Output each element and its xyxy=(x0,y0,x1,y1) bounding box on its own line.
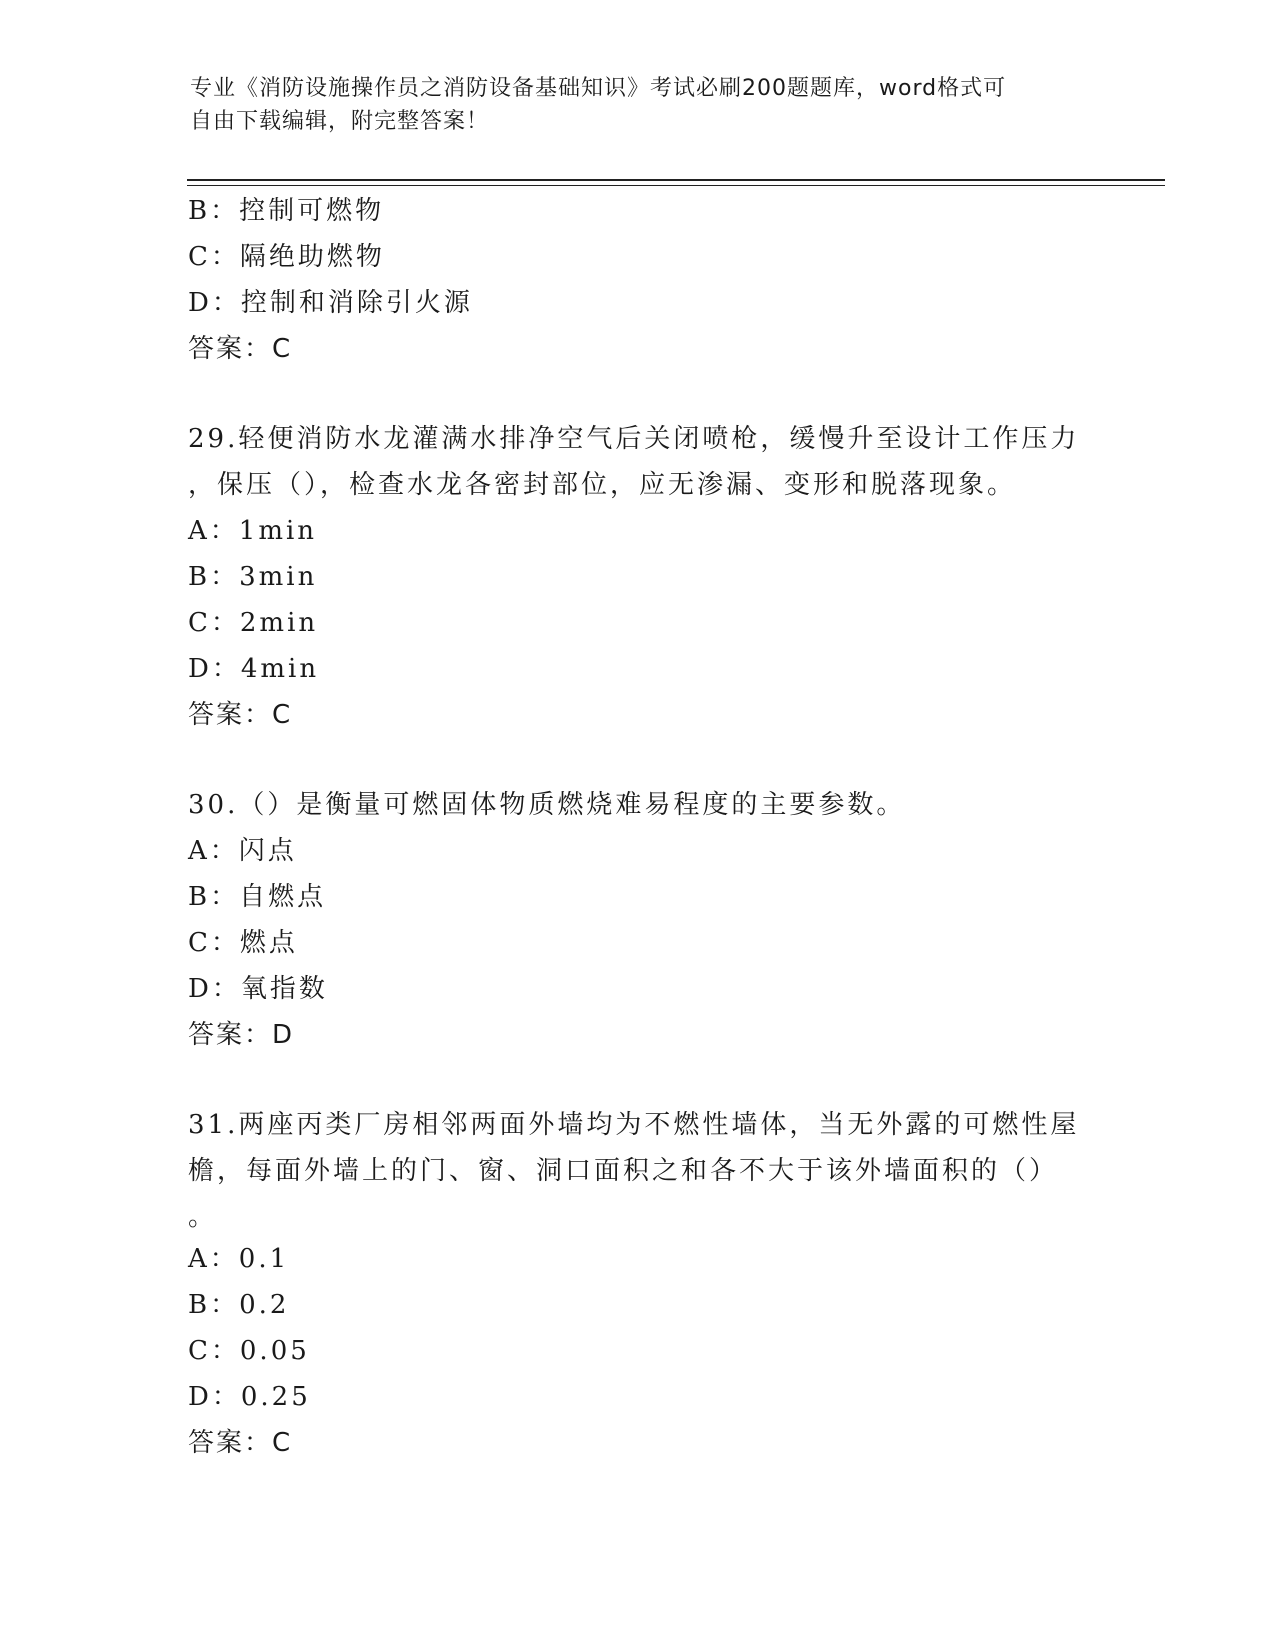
stem-line: 29.轻便消防水龙灌满水排净空气后关闭喷枪，缓慢升至设计工作压力 xyxy=(188,424,1080,454)
header-line-1: 专业《消防设施操作员之消防设备基础知识》考试必刷200题题库，word格式可 xyxy=(190,76,1007,101)
partial-question-28 xyxy=(188,188,1088,372)
option-d: D：控制和消除引火源 xyxy=(188,288,473,318)
stem-line: 。 xyxy=(188,1202,218,1232)
stem-line: 30.（）是衡量可燃固体物质燃烧难易程度的主要参数。 xyxy=(188,790,906,820)
answer-line: 答案：C xyxy=(188,334,293,364)
question-stem xyxy=(188,782,1088,828)
stem-line: 31.两座丙类厂房相邻两面外墙均为不燃性墙体，当无外露的可燃性屋 xyxy=(188,1110,1080,1140)
question-list xyxy=(188,188,1088,1466)
stem-line: 檐，每面外墙上的门、窗、洞口面积之和各不大于该外墙面积的（） xyxy=(188,1156,1059,1186)
header-rule-thick xyxy=(187,179,1165,181)
option-d: D：0.25 xyxy=(188,1382,311,1412)
option-c: C：隔绝助燃物 xyxy=(188,242,385,272)
answer-line: 答案：D xyxy=(188,1020,295,1050)
question-stem xyxy=(188,1102,1088,1236)
option-d: D：氧指数 xyxy=(188,974,328,1004)
question-stem xyxy=(188,416,1088,508)
option-b: B：自燃点 xyxy=(188,882,327,912)
stem-line: ，保压（），检查水龙各密封部位，应无渗漏、变形和脱落现象。 xyxy=(188,470,1017,500)
option-c: C：燃点 xyxy=(188,928,298,958)
header-line-2: 自由下载编辑，附完整答案！ xyxy=(190,109,490,134)
question-31 xyxy=(188,1102,1088,1466)
option-a: A：0.1 xyxy=(188,1244,290,1274)
option-d: D：4min xyxy=(188,654,320,684)
option-a: A：1min xyxy=(188,516,318,546)
option-b: B：0.2 xyxy=(188,1290,290,1320)
header-rule-thin xyxy=(187,185,1165,186)
option-a: A：闪点 xyxy=(188,836,297,866)
option-c: C：0.05 xyxy=(188,1336,310,1366)
option-b: B：3min xyxy=(188,562,318,592)
option-c: C：2min xyxy=(188,608,319,638)
question-30 xyxy=(188,782,1088,1058)
answer-line: 答案：C xyxy=(188,700,293,730)
option-b: B：控制可燃物 xyxy=(188,196,385,226)
answer-line: 答案：C xyxy=(188,1428,293,1458)
document-header xyxy=(190,72,1070,138)
question-29 xyxy=(188,416,1088,738)
